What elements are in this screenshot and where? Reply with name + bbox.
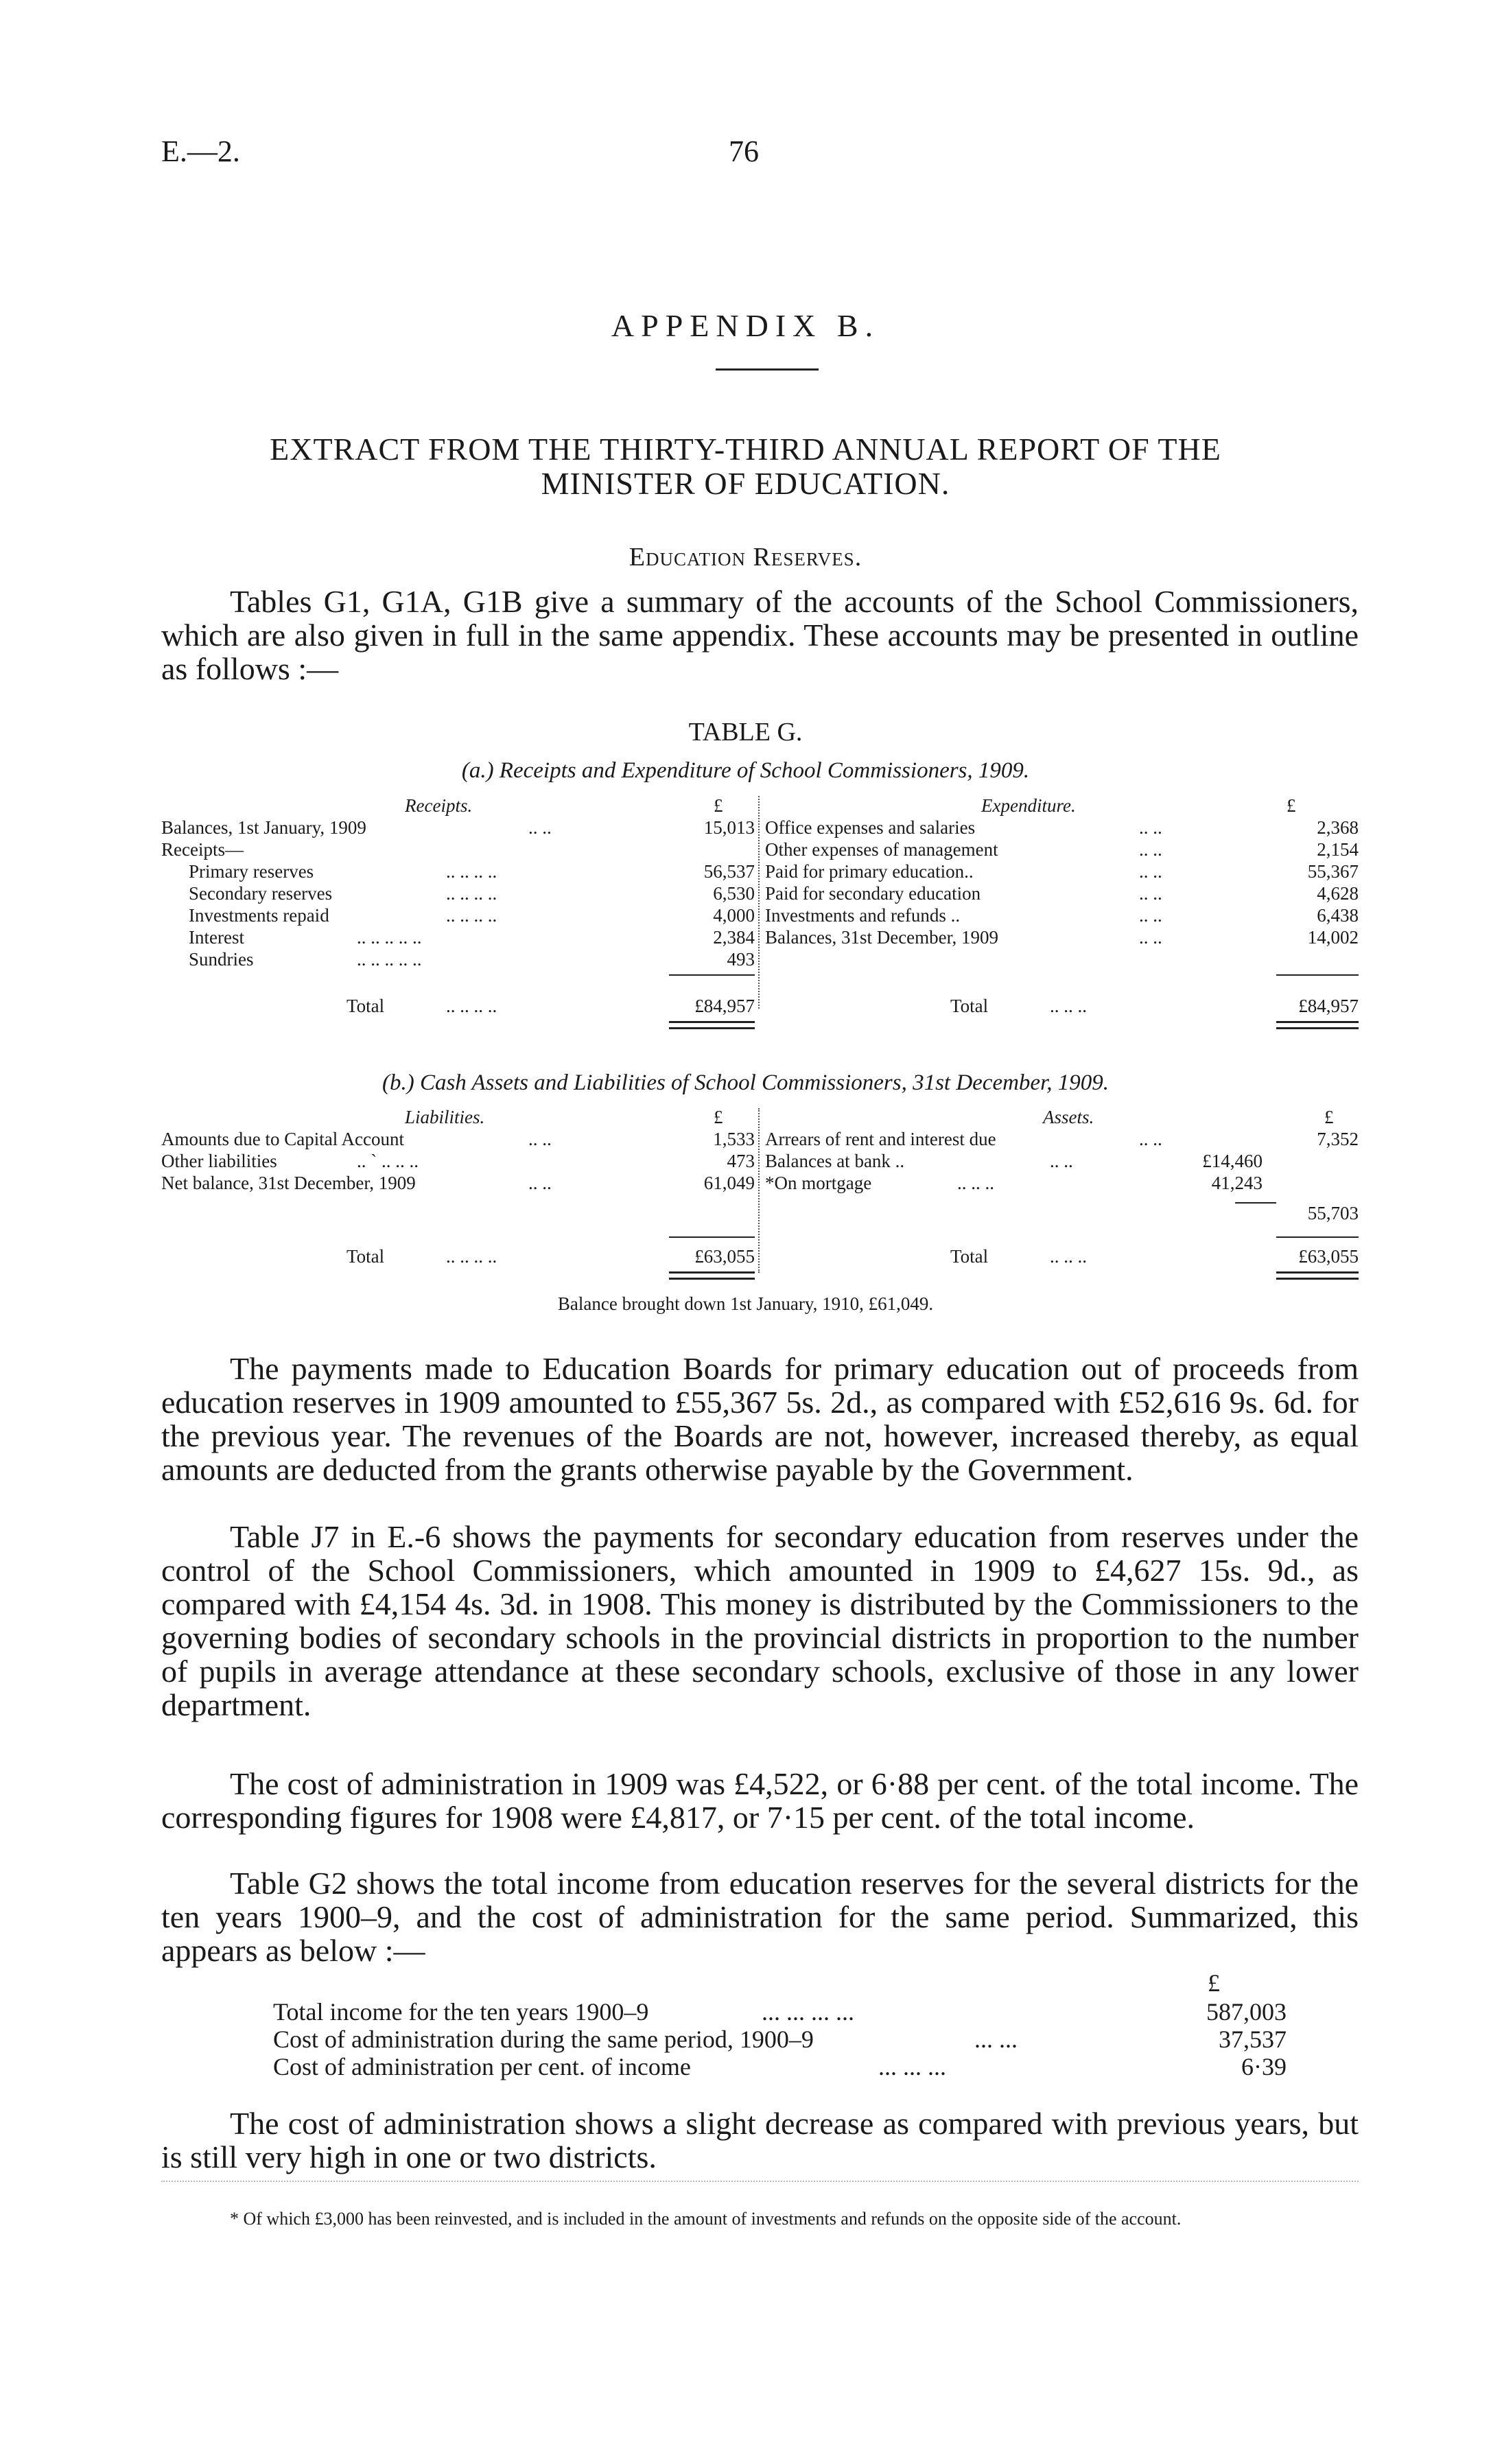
expenditure-row-label: Paid for primary education.. xyxy=(765,861,974,882)
expenditure-pound-sign: £ xyxy=(1287,795,1296,816)
receipts-row-label: Receipts— xyxy=(161,839,244,860)
extract-title-line1: EXTRACT FROM THE THIRTY-THIRD ANNUAL REPORT OF THE xyxy=(270,432,1221,467)
assets-subtotal-rule xyxy=(1276,1236,1359,1238)
expenditure-row-label: Paid for secondary education xyxy=(765,883,981,904)
liabilities-row-amount: 473 xyxy=(727,1151,755,1171)
expenditure-row-label: Investments and refunds .. xyxy=(765,905,961,926)
summary-row-value: 6·39 xyxy=(1241,2053,1287,2080)
liabilities-total: £63,055 xyxy=(694,1246,755,1267)
receipts-subtotal-rule xyxy=(669,974,755,976)
table-a-caption: (a.) Receipts and Expenditure of School Commissioners, 1909. xyxy=(461,758,1030,783)
expenditure-row-label: Balances, 31st December, 1909 xyxy=(765,927,999,948)
paragraph-text: The payments made to Education Boards for primary education out of proceeds from education reserves in 1909 amounted to £55,367 5s. 2d., as compared with £52,616 9s. 6d. for the previous year. The revenues of the Boards are not, however, increased thereby, as equal amounts are deducted from the grants otherwise payable by the Government. xyxy=(161,1351,1359,1487)
appendix-title: APPENDIX B. xyxy=(611,308,880,343)
expenditure-heading: Expenditure. xyxy=(981,795,1076,816)
liabilities-total-label: Total xyxy=(347,1246,385,1267)
liabilities-row-amount: 61,049 xyxy=(703,1173,755,1193)
expenditure-row-amount: 4,628 xyxy=(1317,883,1359,904)
expenditure-total: £84,957 xyxy=(1298,996,1359,1016)
receipts-row-label: Balances, 1st January, 1909 xyxy=(161,817,366,838)
assets-row-subamount: £14,460 xyxy=(1202,1151,1263,1171)
assets-pound-sign: £ xyxy=(1324,1107,1334,1127)
receipts-heading: Receipts. xyxy=(405,795,473,816)
expenditure-row-amount: 55,367 xyxy=(1307,861,1359,882)
column-divider-b xyxy=(758,1108,760,1273)
summary-row-label: Total income for the ten years 1900–9 xyxy=(273,1998,649,2026)
receipts-total-label: Total xyxy=(347,996,385,1016)
assets-row-dots: .. .. .. xyxy=(957,1173,994,1193)
title-divider xyxy=(716,368,819,371)
intro-paragraph xyxy=(161,585,1359,685)
expenditure-row-dots: .. .. xyxy=(1139,861,1162,882)
summary-row-dots: ... ... ... xyxy=(878,2053,946,2080)
receipts-row-dots: .. .. xyxy=(528,817,552,838)
summary-row-value: 37,537 xyxy=(1219,2026,1287,2053)
footnote-separator xyxy=(161,2181,1359,2182)
expenditure-total-double-rule xyxy=(1276,1021,1359,1029)
paragraph-text: The cost of administration in 1909 was £4,522, or 6·88 per cent. of the total income. The corresponding figures for 1908 were £4,817, or 7·15 per cent. of the total income. xyxy=(161,1766,1359,1835)
assets-total-label: Total xyxy=(950,1246,989,1267)
footnote xyxy=(161,2208,1359,2230)
liabilities-pound-sign: £ xyxy=(714,1107,723,1127)
expenditure-subtotal-rule xyxy=(1276,974,1359,976)
receipts-row-label: Secondary reserves xyxy=(189,883,333,904)
liabilities-row-label: Amounts due to Capital Account xyxy=(161,1129,404,1149)
expenditure-row-dots: .. .. xyxy=(1139,927,1162,948)
receipts-total-double-rule xyxy=(669,1021,755,1029)
receipts-total: £84,957 xyxy=(694,996,755,1016)
liabilities-total-dots: .. .. .. .. xyxy=(446,1246,497,1267)
receipts-row-dots: .. .. .. .. .. xyxy=(357,949,422,970)
receipts-row-amount: 56,537 xyxy=(703,861,755,882)
assets-row-dots: .. .. xyxy=(1050,1151,1073,1171)
liabilities-row-label: Other liabilities xyxy=(161,1151,277,1171)
assets-row-amount: 55,703 xyxy=(1307,1203,1359,1223)
liabilities-total-double-rule xyxy=(669,1271,755,1280)
liabilities-heading: Liabilities. xyxy=(405,1107,485,1127)
receipts-row-amount: 15,013 xyxy=(703,817,755,838)
liabilities-subtotal-rule xyxy=(669,1236,755,1238)
page-number: 76 xyxy=(729,134,759,168)
receipts-row-dots: .. .. .. .. xyxy=(446,861,497,882)
expenditure-row-amount: 14,002 xyxy=(1307,927,1359,948)
expenditure-row-dots: .. .. xyxy=(1139,883,1162,904)
document-reference: E.—2. xyxy=(161,134,240,168)
paragraph-text: The cost of administration shows a slight decrease as compared with previous years, but is still very high in one or two districts. xyxy=(161,2106,1359,2174)
receipts-row-amount: 2,384 xyxy=(713,927,755,948)
receipts-total-dots: .. .. .. .. xyxy=(446,996,497,1016)
expenditure-row-amount: 6,438 xyxy=(1317,905,1359,926)
summary-row-dots: ... ... ... ... xyxy=(762,1998,854,2026)
expenditure-total-label: Total xyxy=(950,996,989,1016)
paragraph-primary-payments xyxy=(161,1352,1359,1486)
paragraph-text: Table G2 shows the total income from education reserves for the several districts for the ten years 1900–9, and the cost of administration for the same period. Summarized, this appears as below :— xyxy=(161,1866,1359,1968)
paragraph-administration-cost xyxy=(161,1767,1359,1834)
assets-total-dots: .. .. .. xyxy=(1050,1246,1087,1267)
receipts-row-dots: .. .. .. .. .. xyxy=(357,927,422,948)
footnote-text: * Of which £3,000 has been reinvested, and is included in the amount of investments and refunds on the opposite side of the account. xyxy=(230,2209,1182,2229)
expenditure-row-label: Other expenses of management xyxy=(765,839,998,860)
receipts-row-label: Investments repaid xyxy=(189,905,329,926)
assets-total: £63,055 xyxy=(1298,1246,1359,1267)
expenditure-row-amount: 2,154 xyxy=(1317,839,1359,860)
expenditure-row-dots: .. .. xyxy=(1139,839,1162,860)
summary-row-value: 587,003 xyxy=(1206,1998,1287,2026)
extract-title-line2: MINISTER OF EDUCATION. xyxy=(541,466,950,501)
receipts-row-label: Sundries xyxy=(189,949,254,970)
expenditure-row-dots: .. .. xyxy=(1139,817,1162,838)
paragraph-table-g2 xyxy=(161,1866,1359,1967)
receipts-row-label: Primary reserves xyxy=(189,861,314,882)
receipts-row-amount: 4,000 xyxy=(713,905,755,926)
receipts-row-dots: .. .. .. .. xyxy=(446,905,497,926)
liabilities-row-dots: .. .. xyxy=(528,1129,552,1149)
expenditure-row-amount: 2,368 xyxy=(1317,817,1359,838)
summary-pound-sign: £ xyxy=(1208,1969,1220,1997)
assets-row-subamount: 41,243 xyxy=(1211,1173,1263,1193)
summary-row-dots: ... ... xyxy=(974,2026,1018,2053)
liabilities-row-dots: .. ˋ .. .. .. xyxy=(357,1151,419,1171)
expenditure-row-dots: .. .. xyxy=(1139,905,1162,926)
assets-row-label: Arrears of rent and interest due xyxy=(765,1129,996,1149)
liabilities-row-amount: 1,533 xyxy=(713,1129,755,1149)
column-divider xyxy=(758,796,760,1009)
intro-paragraph-text: Tables G1, G1A, G1B give a summary of the accounts of the School Commissioners, which are also given in full in the same appendix. These accounts may be presented in outline as follows :— xyxy=(161,584,1359,686)
receipts-row-label: Interest xyxy=(189,927,244,948)
paragraph-text: Table J7 in E.-6 shows the payments for secondary education from reserves under the control of the School Commissioners, which amounted in 1909 to £4,627 15s. 9d., as compared with £4,154 4s. 3d. in 1908. This money is distributed by the Commissioners to the governing bodies of secondary schools in the provincial districts in proportion to the number of pupils in average attendance at these secondary schools, exclusive of those in any lower department. xyxy=(161,1519,1359,1722)
expenditure-total-dots: .. .. .. xyxy=(1050,996,1087,1016)
expenditure-row-label: Office expenses and salaries xyxy=(765,817,976,838)
paragraph-secondary-payments xyxy=(161,1520,1359,1722)
summary-row-label: Cost of administration during the same period, 1900–9 xyxy=(273,2026,814,2053)
summary-row-label: Cost of administration per cent. of income xyxy=(273,2053,691,2080)
receipts-pound-sign: £ xyxy=(714,795,723,816)
assets-row-amount: 7,352 xyxy=(1317,1129,1359,1149)
liabilities-row-dots: .. .. xyxy=(528,1173,552,1193)
assets-heading: Assets. xyxy=(1043,1107,1094,1127)
assets-row-dots: .. .. xyxy=(1139,1129,1162,1149)
receipts-row-amount: 493 xyxy=(727,949,755,970)
liabilities-row-label: Net balance, 31st December, 1909 xyxy=(161,1173,416,1193)
assets-row-label: *On mortgage xyxy=(765,1173,872,1193)
receipts-row-amount: 6,530 xyxy=(713,883,755,904)
table-g-title: TABLE G. xyxy=(688,718,803,747)
table-b-caption: (b.) Cash Assets and Liabilities of School Commissioners, 31st December, 1909. xyxy=(381,1070,1110,1095)
section-heading: Education Reserves. xyxy=(629,543,862,572)
assets-row-label: Balances at bank .. xyxy=(765,1151,905,1171)
receipts-row-dots: .. .. .. .. xyxy=(446,883,497,904)
balance-note: Balance brought down 1st January, 1910, £61,049. xyxy=(557,1293,934,1314)
paragraph-closing xyxy=(161,2107,1359,2174)
assets-total-double-rule xyxy=(1276,1271,1359,1280)
